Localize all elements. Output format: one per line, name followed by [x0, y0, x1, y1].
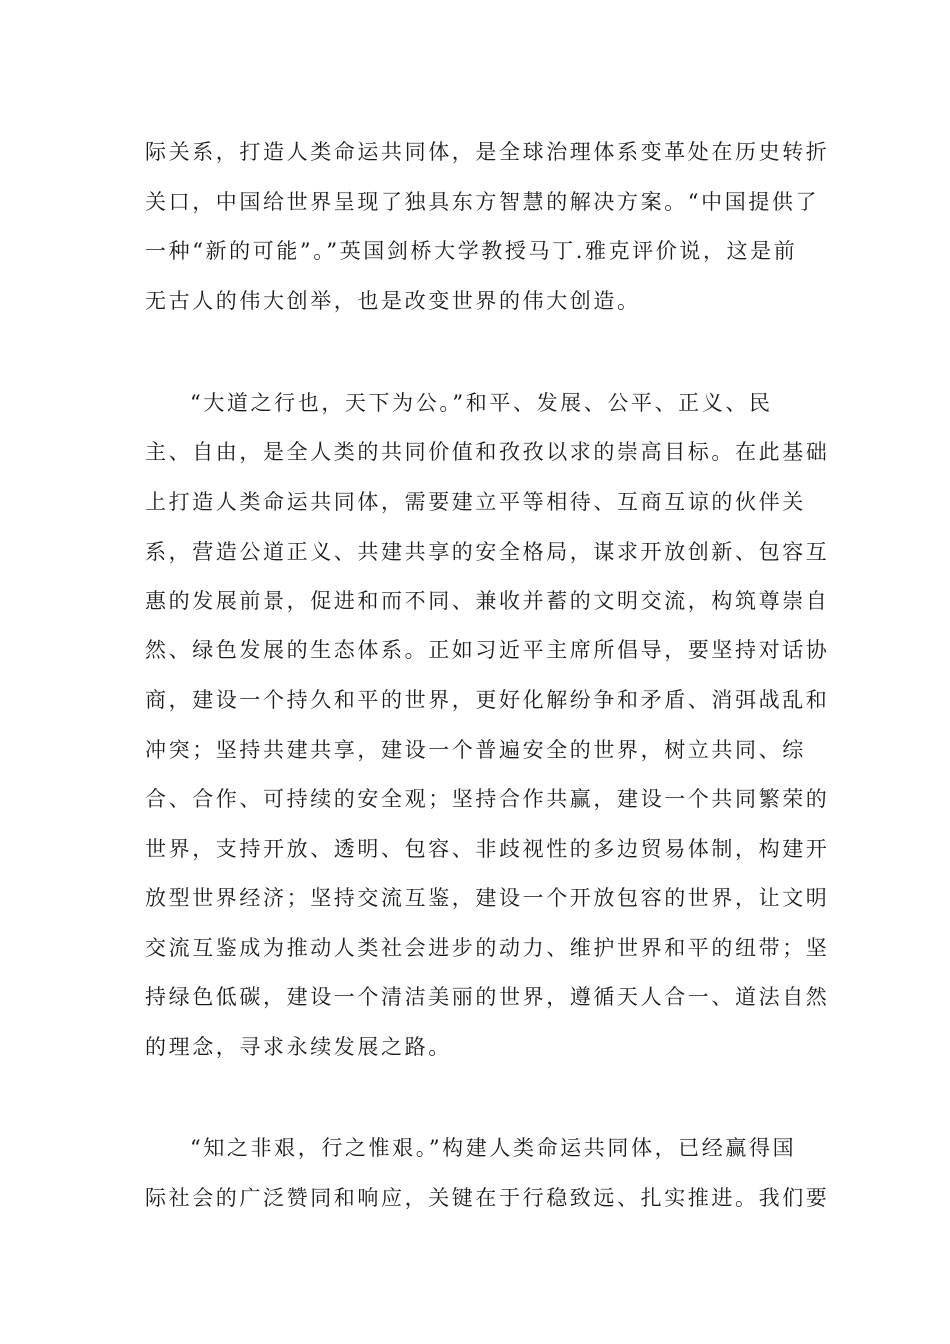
- text-line: 然、绿色发展的生态体系。正如习近平主席所倡导，要坚持对话协: [145, 638, 830, 662]
- text-line: 一种“新的可能”。”英国剑桥大学教授马丁.雅克评价说，这是前: [145, 239, 798, 263]
- text-line: 的理念，寻求永续发展之路。: [145, 1035, 452, 1059]
- text-line: 商，建设一个持久和平的世界，更好化解纷争和矛盾、消弭战乱和: [145, 688, 830, 712]
- text-line: 上打造人类命运共同体，需要建立平等相待、互商互谅的伙伴关: [145, 490, 806, 514]
- text-line: 持绿色低碳，建设一个清洁美丽的世界，遵循天人合一、道法自然: [145, 985, 830, 1009]
- text-line: 放型世界经济；坚持交流互鉴，建设一个开放包容的世界，让文明: [145, 886, 830, 910]
- text-line: 合、合作、可持续的安全观；坚持合作共赢，建设一个共同繁荣的: [145, 787, 830, 811]
- text-line: 惠的发展前景，促进和而不同、兼收并蓄的文明交流，构筑尊崇自: [145, 589, 830, 613]
- text-line: 无古人的伟大创举，也是改变世界的伟大创造。: [145, 289, 641, 313]
- text-line: 交流互鉴成为推动人类社会进步的动力、维护世界和平的纽带；坚: [145, 936, 830, 960]
- text-line: 系，营造公道正义、共建共享的安全格局，谋求开放创新、包容互: [145, 540, 830, 564]
- text-line: 关口，中国给世界呈现了独具东方智慧的解决方案。“中国提供了: [145, 190, 820, 214]
- text-line: 际社会的广泛赞同和响应，关键在于行稳致远、扎实推进。我们要: [145, 1186, 830, 1210]
- paragraph-first-line: “知之非艰，行之惟艰。”构建人类命运共同体，已经赢得国: [190, 1136, 797, 1160]
- paragraph-first-line: “大道之行也，天下为公。”和平、发展、公平、正义、民: [190, 391, 773, 415]
- text-line: 世界，支持开放、透明、包容、非歧视性的多边贸易体制，构建开: [145, 837, 830, 861]
- text-line: 际关系，打造人类命运共同体，是全球治理体系变革处在历史转折: [145, 140, 830, 164]
- text-line: 主、自由，是全人类的共同价值和孜孜以求的崇高目标。在此基础: [145, 440, 830, 464]
- text-line: 冲突；坚持共建共享，建设一个普遍安全的世界，树立共同、综: [145, 738, 806, 762]
